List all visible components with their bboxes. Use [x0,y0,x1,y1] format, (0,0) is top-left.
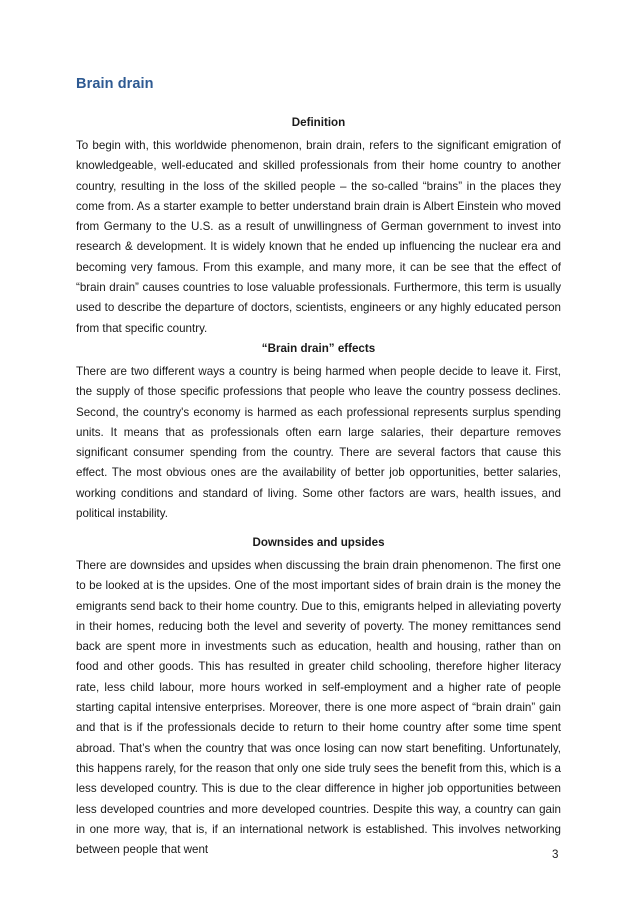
section-brain-drain-effects [76,340,561,524]
section-heading: Downsides and upsides [252,536,385,549]
document-title: Brain drain [76,76,154,92]
section-body: There are downsides and upsides when discussing the brain drain phenomenon. The first one to be looked at is the upsides. One of the most important sides of brain drain is the money the emigrants send back to their home country. Due to this, emigrants helped in alleviating poverty in their homes, reducing both the level and severity of poverty. The money remittances send back are spent more in investments such as education, health and housing, rather than on food and other goods. This has resulted in greater child schooling, therefore higher literacy rate, less child labour, more hours worked in self-employment and a higher rate of people starting capital intensive enterprises. Moreover, there is one more aspect of “brain drain” gain and that is if the professionals decide to return to their home country after some time spent abroad. That’s when the country that was once losing can now start benefiting. Unfortunately, this happens rarely, for the reason that only one side truly sees the benefit from this, which is a less developed country. This is due to the clear difference in higher job opportunities between less developed countries and more developed countries. Despite this way, a country can gain in one more way, that is, if an international network is established. This involves networking between people that went [76,559,561,857]
section-body: There are two different ways a country is being harmed when people decide to leave it. First, the supply of those specific professions that people who leave the country possess declines. Second, the country's economy is harmed as each professional represents surplus spending units. It means that as professionals often earn large salaries, their departure removes significant consumer spending from the country. There are several factors that cause this effect. The most obvious ones are the availability of better job opportunities, better salaries, working conditions and standard of living. Some other factors are wars, health issues, and political instability. [76,365,561,521]
section-downsides-and-upsides [76,534,561,860]
section-definition [76,114,561,339]
section-body: To begin with, this worldwide phenomenon, brain drain, refers to the significant emigration of knowledgeable, well-educated and skilled professionals from their home country to another country, resulting in the loss of the skilled people – the so-called “brains” in the places they come from. As a starter example to better understand brain drain is Albert Einstein who moved from Germany to the U.S. as a result of unwillingness of German government to invest into research & development. It is widely known that he ended up influencing the nuclear era and becoming very famous. From this example, and many more, it can be see that the effect of “brain drain” causes countries to lose valuable professionals. Furthermore, this term is usually used to describe the departure of doctors, scientists, engineers or any highly educated person from that specific country. [76,139,561,335]
section-heading: “Brain drain” effects [261,342,376,355]
section-heading: Definition [291,116,346,129]
page-number: 3 [552,848,559,861]
